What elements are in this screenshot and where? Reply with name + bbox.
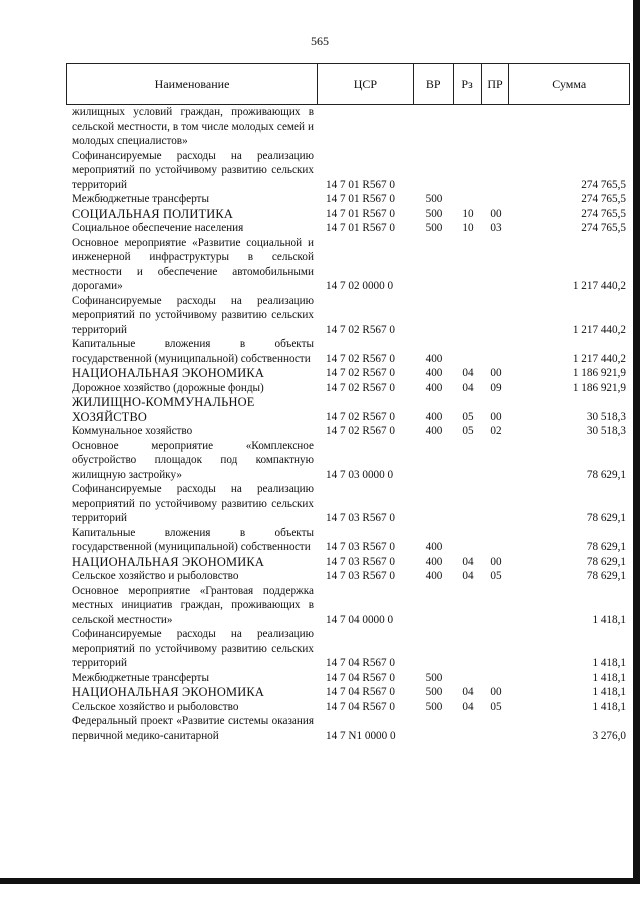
rz-cell: 05 xyxy=(462,425,474,437)
csr-cell: 14 7 01 R567 0 xyxy=(326,178,395,191)
header-pr: ПР xyxy=(482,64,510,104)
sum-cell: 274 765,5 xyxy=(581,207,626,220)
name-cell: Капитальные вложения в объекты государственной (муниципальной) собственности xyxy=(72,526,314,553)
vr-cell: 500 xyxy=(425,700,443,713)
table-header xyxy=(66,63,630,105)
sum-cell: 30 518,3 xyxy=(586,410,626,423)
pr-cell: 09 xyxy=(490,381,502,394)
vr-cell: 400 xyxy=(425,381,443,394)
pr-cell: 00 xyxy=(490,555,502,568)
sum-cell: 274 765,5 xyxy=(581,222,626,234)
csr-cell: 14 7 02 R567 0 xyxy=(326,410,395,423)
name-cell: Основное мероприятие «Грантовая поддержка местных инициатив граждан, проживающих в сельской местности» xyxy=(72,584,314,626)
csr-cell: 14 7 02 0000 0 xyxy=(326,280,394,292)
table-row xyxy=(66,569,630,584)
csr-cell: 14 7 04 R567 0 xyxy=(326,686,395,698)
sum-cell: 274 765,5 xyxy=(581,178,626,191)
page-number: 565 xyxy=(311,34,329,48)
name-cell: жилищных условий граждан, проживающих в сельской местности, в том числе молодых семей и молодых специалистов» xyxy=(72,106,314,147)
name-cell: Федеральный проект «Развитие системы оказания первичной медико-санитарной xyxy=(72,715,314,742)
csr-cell: 14 7 03 R567 0 xyxy=(326,512,395,524)
name-cell: Межбюджетные трансферты xyxy=(72,671,209,684)
csr-cell: 14 7 03 R567 0 xyxy=(326,541,395,553)
sum-cell: 1 418,1 xyxy=(592,657,626,669)
rz-cell: 04 xyxy=(462,686,474,698)
header-csr: ЦСР xyxy=(318,64,414,104)
header-sum: Сумма xyxy=(552,76,587,91)
table-row xyxy=(66,294,630,338)
table-row xyxy=(66,439,630,483)
name-cell: НАЦИОНАЛЬНАЯ ЭКОНОМИКА xyxy=(72,554,264,569)
sum-cell: 1 217 440,2 xyxy=(572,280,626,292)
name-cell: Софинансируемые расходы на реализацию мероприятий по устойчивому развитию сельских территорий xyxy=(72,149,314,191)
sum-cell: 78 629,1 xyxy=(586,570,626,582)
table-row xyxy=(66,337,630,366)
table-body xyxy=(66,105,630,743)
table-row xyxy=(66,482,630,526)
rz-cell: 04 xyxy=(462,555,474,568)
header-name: Наименование xyxy=(67,64,318,104)
vr-cell: 400 xyxy=(425,555,443,568)
csr-cell: 14 7 N1 0000 0 xyxy=(326,729,396,742)
pr-cell: 00 xyxy=(490,686,502,698)
csr-cell: 14 7 03 R567 0 xyxy=(326,555,395,568)
name-cell: Сельское хозяйство и рыболовство xyxy=(72,700,239,713)
table-row xyxy=(66,685,630,700)
vr-cell: 500 xyxy=(425,222,443,234)
sum-cell: 30 518,3 xyxy=(586,425,626,437)
vr-cell: 400 xyxy=(425,541,443,553)
table-row xyxy=(66,221,630,236)
pr-cell: 00 xyxy=(490,367,502,379)
csr-cell: 14 7 02 R567 0 xyxy=(326,352,395,365)
table-row xyxy=(66,149,630,193)
vr-cell: 400 xyxy=(425,410,443,423)
vr-cell: 400 xyxy=(425,352,443,365)
sum-cell: 1 217 440,2 xyxy=(572,323,626,336)
pr-cell: 03 xyxy=(490,222,502,234)
budget-table xyxy=(66,63,630,743)
csr-cell: 14 7 04 0000 0 xyxy=(326,613,394,626)
table-row xyxy=(66,584,630,628)
scan-edge-bottom xyxy=(0,878,640,884)
vr-cell: 400 xyxy=(425,425,443,437)
table-row xyxy=(66,424,630,439)
vr-cell: 400 xyxy=(425,367,443,379)
name-cell: Капитальные вложения в объекты государственной (муниципальной) собственности xyxy=(72,338,314,365)
sum-cell: 78 629,1 xyxy=(586,512,626,524)
csr-cell: 14 7 02 R567 0 xyxy=(326,367,395,379)
sum-cell: 1 217 440,2 xyxy=(572,352,626,365)
name-cell: Основное мероприятие «Комплексное обустройство площадок под компактную жилищную застройку» xyxy=(72,439,314,481)
name-cell: Социальное обеспечение населения xyxy=(72,222,244,234)
rz-cell: 04 xyxy=(462,570,474,582)
pr-cell: 00 xyxy=(490,207,502,220)
name-cell: Софинансируемые расходы на реализацию мероприятий по устойчивому развитию сельских территорий xyxy=(72,628,314,669)
table-row xyxy=(66,671,630,686)
rz-cell: 05 xyxy=(462,410,474,423)
csr-cell: 14 7 01 R567 0 xyxy=(326,222,395,234)
pr-cell: 05 xyxy=(490,570,502,582)
rz-cell: 04 xyxy=(462,700,474,713)
pr-cell: 00 xyxy=(490,410,502,423)
table-row xyxy=(66,236,630,294)
sum-cell: 1 418,1 xyxy=(592,671,626,684)
table-row xyxy=(66,207,630,222)
sum-cell: 78 629,1 xyxy=(586,468,626,481)
sum-cell: 1 418,1 xyxy=(592,700,626,713)
scan-edge-right xyxy=(633,0,640,884)
sum-cell: 3 276,0 xyxy=(592,729,626,742)
csr-cell: 14 7 02 R567 0 xyxy=(326,381,395,394)
csr-cell: 14 7 03 0000 0 xyxy=(326,468,394,481)
sum-cell: 1 186 921,9 xyxy=(572,381,626,394)
name-cell: СОЦИАЛЬНАЯ ПОЛИТИКА xyxy=(72,206,233,221)
table-row xyxy=(66,700,630,715)
rz-cell: 10 xyxy=(462,207,474,220)
name-cell: Основное мероприятие «Развитие социальной и инженерной инфраструктуры в сельской местности и обеспечение автомобильными дорогами» xyxy=(72,236,314,292)
table-row xyxy=(66,381,630,396)
csr-cell: 14 7 01 R567 0 xyxy=(326,193,395,205)
name-cell: НАЦИОНАЛЬНАЯ ЭКОНОМИКА xyxy=(72,366,264,380)
table-row xyxy=(66,192,630,207)
table-row xyxy=(66,627,630,671)
vr-cell: 500 xyxy=(425,671,443,684)
sum-cell: 1 186 921,9 xyxy=(572,367,626,379)
rz-cell: 04 xyxy=(462,381,474,394)
csr-cell: 14 7 04 R567 0 xyxy=(326,657,395,669)
header-vr: ВР xyxy=(414,64,454,104)
csr-cell: 14 7 01 R567 0 xyxy=(326,207,395,220)
rz-cell: 04 xyxy=(462,367,474,379)
csr-cell: 14 7 04 R567 0 xyxy=(326,671,395,684)
pr-cell: 05 xyxy=(490,700,502,713)
name-cell: Сельское хозяйство и рыболовство xyxy=(72,570,239,582)
name-cell: Софинансируемые расходы на реализацию мероприятий по устойчивому развитию сельских территорий xyxy=(72,483,314,524)
name-cell: Дорожное хозяйство (дорожные фонды) xyxy=(72,381,264,394)
table-row xyxy=(66,555,630,570)
sum-cell: 1 418,1 xyxy=(592,686,626,698)
csr-cell: 14 7 03 R567 0 xyxy=(326,570,395,582)
name-cell: ЖИЛИЩНО-КОММУНАЛЬНОЕ ХОЗЯЙСТВО xyxy=(72,395,255,424)
sum-cell: 78 629,1 xyxy=(586,555,626,568)
csr-cell: 14 7 02 R567 0 xyxy=(326,323,395,336)
csr-cell: 14 7 02 R567 0 xyxy=(326,425,395,437)
sum-cell: 1 418,1 xyxy=(592,613,626,626)
table-row xyxy=(66,105,630,149)
rz-cell: 10 xyxy=(462,222,474,234)
name-cell: Софинансируемые расходы на реализацию мероприятий по устойчивому развитию сельских территорий xyxy=(72,294,314,336)
csr-cell: 14 7 04 R567 0 xyxy=(326,700,395,713)
table-row xyxy=(66,366,630,381)
name-cell: Коммунальное хозяйство xyxy=(72,425,193,437)
header-rz: Рз xyxy=(454,64,482,104)
table-row xyxy=(66,714,630,743)
sum-cell: 78 629,1 xyxy=(586,541,626,553)
table-row xyxy=(66,526,630,555)
sum-cell: 274 765,5 xyxy=(581,193,626,205)
vr-cell: 500 xyxy=(425,686,443,698)
table-row xyxy=(66,395,630,424)
vr-cell: 500 xyxy=(425,207,443,220)
pr-cell: 02 xyxy=(490,425,502,437)
name-cell: НАЦИОНАЛЬНАЯ ЭКОНОМИКА xyxy=(72,685,264,699)
vr-cell: 400 xyxy=(425,570,443,582)
name-cell: Межбюджетные трансферты xyxy=(72,193,209,205)
vr-cell: 500 xyxy=(425,193,443,205)
